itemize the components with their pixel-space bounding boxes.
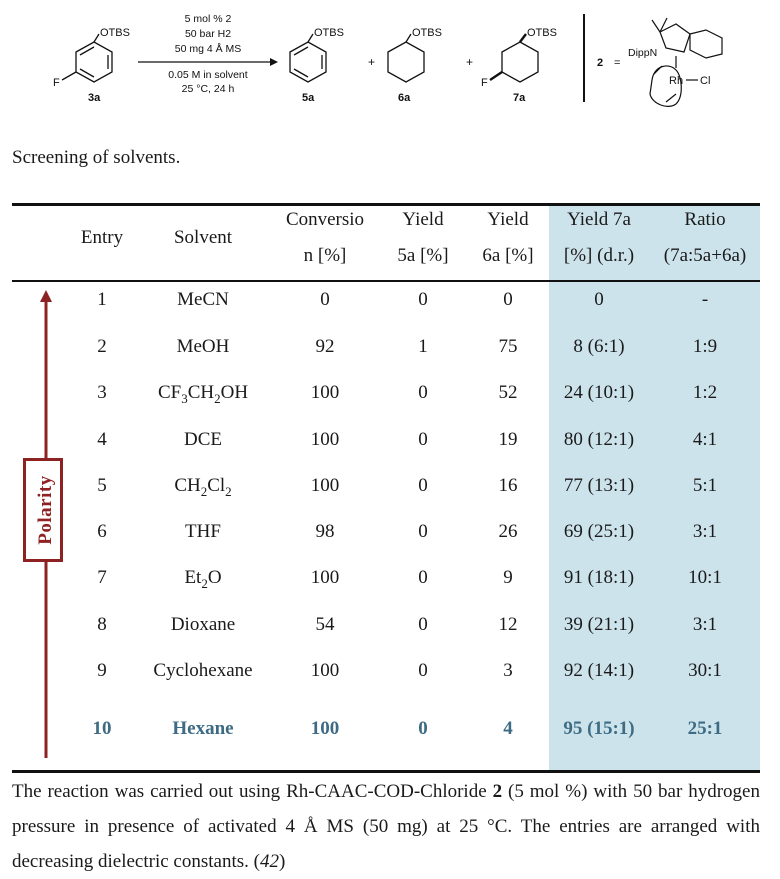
plus-sign-2: + xyxy=(466,55,474,69)
cell-ratio: 30:1 xyxy=(688,660,722,681)
cell-solvent: $CH_2Cl_2$ xyxy=(174,475,232,499)
reactant-3a-label: 3a xyxy=(88,92,101,104)
cell-conversion: 92 xyxy=(315,336,335,357)
cell-yield5a: 0 xyxy=(418,614,428,635)
cell-yield6a: 3 xyxy=(503,660,513,681)
cell-entry: 8 xyxy=(97,614,107,635)
cell-yield5a: 0 xyxy=(418,521,428,542)
cell-solvent: THF xyxy=(185,521,221,542)
reactant-3a-f: F xyxy=(53,77,60,89)
footnote-catalyst-number: 2 xyxy=(492,781,503,802)
footnote-text-2: (5 mol %) with 50 bar hydrogen pressure in presence of activated 4 Å MS (50 mg) at 25 °C. The entries are arranged with decreasing dielectric constants. ( xyxy=(12,781,760,872)
header-entry: Entry xyxy=(80,227,124,248)
catalyst-2-structure xyxy=(650,18,722,106)
cell-yield6a: 4 xyxy=(503,718,513,739)
product-6a-structure xyxy=(388,34,424,82)
header-yield7a-2: [%] (d.r.) xyxy=(563,245,635,266)
table-bottom-rule xyxy=(12,770,760,773)
cell-conversion: 100 xyxy=(310,475,340,496)
cell-solvent: $Et_2O$ xyxy=(184,567,222,591)
cell-entry: 9 xyxy=(97,660,107,681)
header-conversion-2: n [%] xyxy=(303,245,347,266)
polarity-box xyxy=(23,458,63,562)
cell-entry: 10 xyxy=(92,718,112,739)
cell-ratio: 10:1 xyxy=(688,567,722,588)
catalyst-dipp: DippN xyxy=(628,47,658,59)
cell-entry: 6 xyxy=(97,521,107,542)
cell-ratio: 1:2 xyxy=(692,382,718,403)
cell-entry: 4 xyxy=(97,429,107,450)
reactant-3a-otbs: OTBS xyxy=(100,27,130,39)
header-yield5a-1: Yield xyxy=(402,209,444,230)
cell-yield6a: 26 xyxy=(498,521,518,542)
cell-yield7a: 24 (10:1) xyxy=(563,382,635,403)
product-6a-otbs: OTBS xyxy=(412,27,442,39)
product-7a-f: F xyxy=(481,77,488,89)
cell-conversion: 100 xyxy=(310,718,340,739)
cell-entry: 5 xyxy=(97,475,107,496)
cond-line-1: 5 mol % 2 xyxy=(184,13,232,25)
product-7a-structure xyxy=(490,34,538,82)
cell-solvent: Hexane xyxy=(172,718,234,739)
catalyst-equals: = xyxy=(614,57,621,69)
cell-entry: 3 xyxy=(97,382,107,403)
cell-yield7a: 77 (13:1) xyxy=(563,475,635,496)
cell-ratio: 3:1 xyxy=(692,521,718,542)
cell-yield7a: 95 (15:1) xyxy=(563,718,635,739)
cond-line-2: 50 bar H2 xyxy=(184,28,232,40)
cell-yield7a: 80 (12:1) xyxy=(563,429,635,450)
cond-line-4: 0.05 M in solvent xyxy=(168,69,248,81)
cell-ratio: 1:9 xyxy=(692,336,718,357)
cell-conversion: 100 xyxy=(310,660,340,681)
cell-yield5a: 0 xyxy=(418,475,428,496)
product-5a-label: 5a xyxy=(302,92,315,104)
cell-yield5a: 0 xyxy=(418,660,428,681)
cell-solvent: MeCN xyxy=(177,289,229,310)
header-ratio-1: Ratio xyxy=(684,209,726,230)
cell-yield5a: 0 xyxy=(418,289,428,310)
polarity-label: Polarity xyxy=(35,475,56,545)
header-solvent: Solvent xyxy=(173,227,233,248)
cell-yield7a: 0 xyxy=(594,289,604,310)
cell-solvent: Dioxane xyxy=(170,614,236,635)
cell-conversion: 100 xyxy=(310,567,340,588)
header-ratio-2: (7a:5a+6a) xyxy=(663,245,747,266)
cell-yield6a: 19 xyxy=(498,429,518,450)
product-6a-label: 6a xyxy=(398,92,411,104)
catalyst-number: 2 xyxy=(597,57,604,69)
header-rule xyxy=(12,280,760,282)
cell-conversion: 54 xyxy=(315,614,335,635)
cell-yield5a: 0 xyxy=(418,382,428,403)
reactant-3a-structure xyxy=(62,34,112,82)
cell-conversion: 98 xyxy=(315,521,335,542)
cell-yield6a: 9 xyxy=(503,567,513,588)
cell-yield6a: 0 xyxy=(503,289,513,310)
plus-sign-1: + xyxy=(368,55,376,69)
footnote-reference: 42 xyxy=(259,851,279,872)
cell-conversion: 0 xyxy=(320,289,330,310)
catalyst-cl: Cl xyxy=(700,75,711,87)
cell-yield5a: 0 xyxy=(418,718,428,739)
cell-ratio: 4:1 xyxy=(692,429,718,450)
cell-conversion: 100 xyxy=(310,429,340,450)
cond-line-3: 50 mg 4 Å MS xyxy=(174,43,242,55)
cell-yield7a: 92 (14:1) xyxy=(563,660,635,681)
header-yield7a-1: Yield 7a xyxy=(567,209,631,230)
product-5a-structure xyxy=(290,34,326,82)
header-conversion-1: Conversio xyxy=(285,209,365,230)
cell-yield7a: 39 (21:1) xyxy=(563,614,635,635)
cell-solvent: DCE xyxy=(184,429,222,450)
table-caption: Screening of solvents. xyxy=(12,147,181,168)
cell-solvent: MeOH xyxy=(176,336,230,357)
cell-ratio: - xyxy=(701,289,709,310)
reaction-scheme xyxy=(0,0,780,130)
product-5a-otbs: OTBS xyxy=(314,27,344,39)
cell-entry: 2 xyxy=(97,336,107,357)
cell-yield7a: 8 (6:1) xyxy=(573,336,625,357)
cell-yield6a: 52 xyxy=(498,382,518,403)
product-7a-otbs: OTBS xyxy=(527,27,557,39)
cell-yield5a: 0 xyxy=(418,429,428,450)
cell-entry: 7 xyxy=(97,567,107,588)
catalyst-rh: Rh xyxy=(669,75,684,87)
header-yield5a-2: 5a [%] xyxy=(397,245,449,266)
cell-yield6a: 16 xyxy=(498,475,518,496)
footnote-text-3: ) xyxy=(278,851,286,872)
footnote-text-1: The reaction was carried out using Rh-CAAC-COD-Chloride xyxy=(12,781,493,802)
cond-line-5: 25 °C, 24 h xyxy=(181,83,235,95)
table-footnote xyxy=(12,774,760,879)
cell-ratio: 5:1 xyxy=(692,475,718,496)
header-yield6a-1: Yield xyxy=(487,209,529,230)
cell-yield5a: 0 xyxy=(418,567,428,588)
cell-ratio: 3:1 xyxy=(692,614,718,635)
cell-yield7a: 69 (25:1) xyxy=(563,521,635,542)
cell-entry: 1 xyxy=(97,289,107,310)
cell-yield6a: 12 xyxy=(498,614,518,635)
cell-yield7a: 91 (18:1) xyxy=(563,567,635,588)
cell-conversion: 100 xyxy=(310,382,340,403)
cell-solvent: Cyclohexane xyxy=(153,660,253,681)
cell-ratio: 25:1 xyxy=(687,718,723,739)
cell-yield6a: 75 xyxy=(498,336,518,357)
product-7a-label: 7a xyxy=(513,92,526,104)
header-yield6a-2: 6a [%] xyxy=(482,245,534,266)
cell-yield5a: 1 xyxy=(418,336,428,357)
cell-solvent: $CF_3CH_2OH$ xyxy=(157,382,249,406)
